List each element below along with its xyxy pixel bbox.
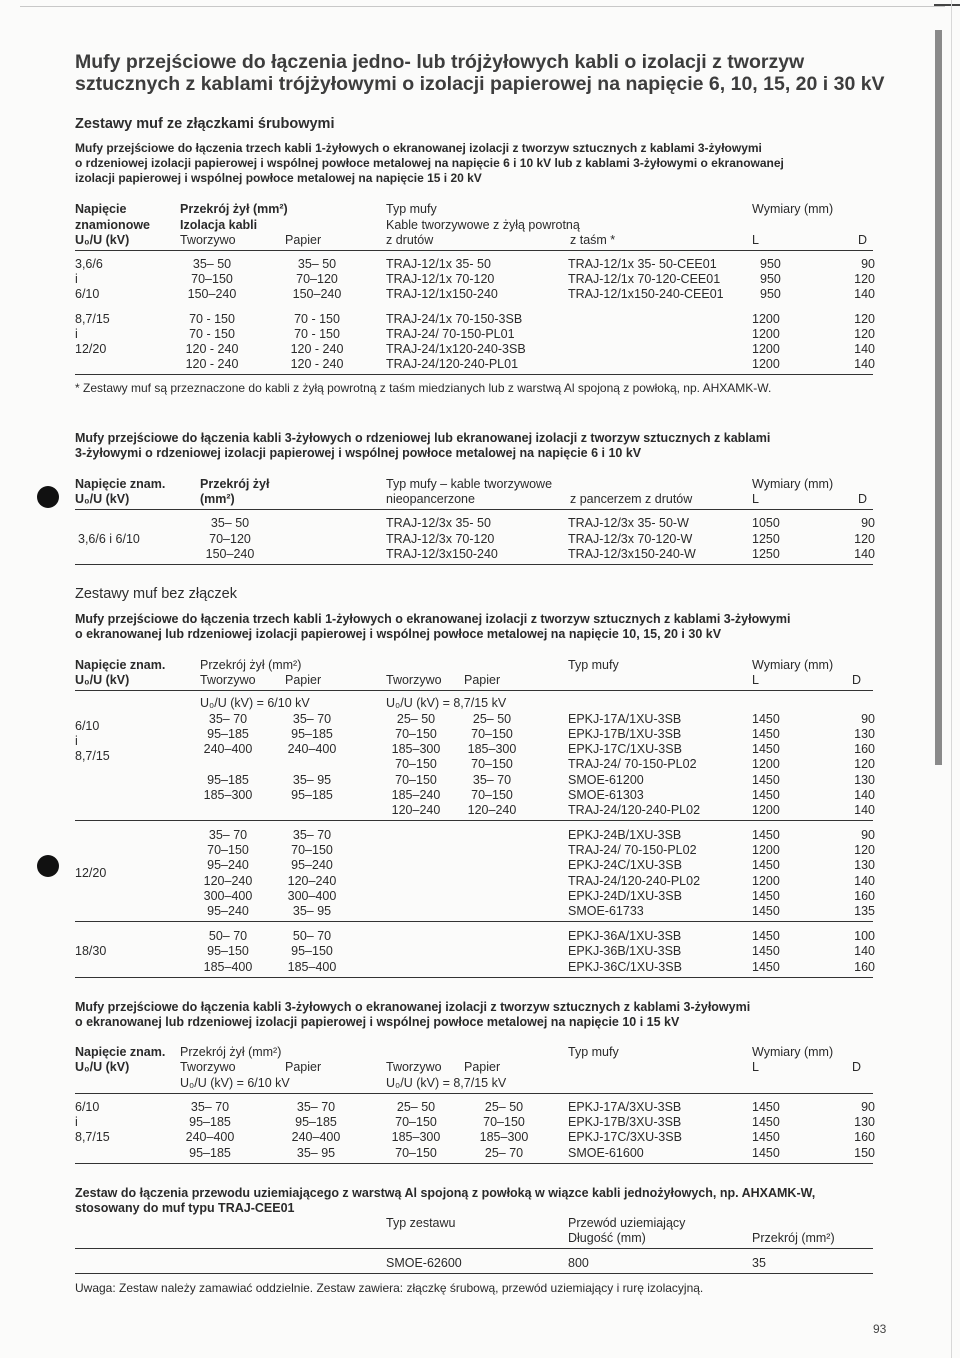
cell-type: TRAJ-24/1x 70-150-3SB <box>386 312 523 326</box>
cell-paper-6-10: 35– 95 <box>292 773 332 787</box>
cell-paper-6-10: 95–185 <box>291 788 333 802</box>
cell-plastic-6-10: 95–185 <box>207 773 249 787</box>
cell-plastic-6-10: 240–400 <box>185 1130 235 1144</box>
voltage-label: 8,7/15 <box>75 312 110 326</box>
cell-plastic-6-10: 35– 70 <box>208 712 248 726</box>
cell-paper: 50– 70 <box>292 929 332 943</box>
cell-type-wires: TRAJ-12/1x 70-120 <box>386 272 495 286</box>
cell-plastic-6-10: 240–400 <box>203 742 253 756</box>
col-header-D: D <box>852 673 862 687</box>
table-rule <box>75 509 873 510</box>
cell-L: 1450 <box>752 727 780 741</box>
remark-note: Uwaga: Zestaw należy zamawiać oddzielnie. Zestaw zawiera: złączkę śrubową, przewód uziemiający i rurę izolacyjną. <box>75 1281 704 1295</box>
cell-paper: 95–240 <box>291 858 333 872</box>
cell-D: 160 <box>854 1130 875 1144</box>
cell-D: 140 <box>854 287 875 301</box>
cell-L: 1450 <box>752 712 780 726</box>
cell-paper-6-10: 95–185 <box>291 727 333 741</box>
col-header-voltage-2: U₀/U (kV) <box>75 673 130 687</box>
cell-L: 1200 <box>752 803 780 817</box>
col-header-cross-section: Przekrój żył (mm²) <box>180 1045 282 1059</box>
cell-type-wires: TRAJ-12/1x 35- 50 <box>386 257 491 271</box>
cell-D: 140 <box>854 547 875 561</box>
cell-plastic-8-7-15: 185–300 <box>391 742 441 756</box>
cell-paper-8-7-15: 185–300 <box>467 742 517 756</box>
cell-paper-6-10: 35– 70 <box>296 1100 336 1114</box>
section2-desc-line-1: Mufy przejściowe do łączenia kabli 3-żyłowych o rdzeniowej lub ekranowanej izolacji z tworzyw sztucznych z kablami <box>75 431 771 445</box>
cell-plastic: 70 - 150 <box>189 312 235 326</box>
cell-cross-section: 150–240 <box>205 547 255 561</box>
cell-L: 1450 <box>752 1146 780 1160</box>
cell-paper-6-10: 35– 70 <box>292 712 332 726</box>
col-header-paper: Papier <box>285 673 322 687</box>
cell-L: 1250 <box>752 532 780 546</box>
col-header-voltage-1: Napięcie <box>75 202 127 216</box>
cell-type: EPKJ-36A/1XU-3SB <box>568 929 682 943</box>
top-rule <box>20 6 945 7</box>
section1-desc-line-1: Mufy przejściowe do łączenia trzech kabli 1-żyłowych o ekranowanej izolacji z tworzyw sztucznych z kablami 3-żyłowymi <box>75 141 762 155</box>
cell-type: EPKJ-24D/1XU-3SB <box>568 889 682 903</box>
table-rule <box>75 564 873 565</box>
cell-type: EPKJ-17A/1XU-3SB <box>568 712 682 726</box>
cell-plastic-6-10: 95–185 <box>207 727 249 741</box>
col-header-L: L <box>752 233 759 247</box>
col-header-paper-2: Papier <box>464 1060 501 1074</box>
col-header-L: L <box>752 1060 759 1074</box>
col-header-voltage-2: znamionowe <box>75 218 151 232</box>
table-rule <box>75 1248 873 1249</box>
cell-L: 1450 <box>752 742 780 756</box>
cell-plastic: 50– 70 <box>208 929 248 943</box>
cell-L: 1250 <box>752 547 780 561</box>
cell-plastic-6-10: 185–300 <box>203 788 253 802</box>
cell-cross-section: 35– 50 <box>210 516 250 530</box>
cell-plastic: 95–150 <box>207 944 249 958</box>
cell-type: TRAJ-24/120-240-PL02 <box>568 874 701 888</box>
table-rule <box>75 921 873 922</box>
voltage-label: 8,7/15 <box>75 749 110 763</box>
cell-paper: 120 - 240 <box>290 357 344 371</box>
section3-desc-line-2: o ekranowanej lub rdzeniowej izolacji papierowej i wspólnej powłoce metalowej na napięcie 10, 15, 20 i 30 kV <box>75 627 722 641</box>
subheader-6-10kV: U₀/U (kV) = 6/10 kV <box>200 696 310 710</box>
voltage-label: 18/30 <box>75 944 107 958</box>
cell-plastic: 70–150 <box>191 272 233 286</box>
cell-type-unarmoured: TRAJ-12/3x 70-120 <box>386 532 495 546</box>
col-header-cross-section: Przekrój żył <box>200 477 270 491</box>
cell-plastic-6-10: 35– 70 <box>190 1100 230 1114</box>
subheader-8-7-15kV: U₀/U (kV) = 8,7/15 kV <box>386 696 507 710</box>
cell-D: 120 <box>854 272 875 286</box>
col-header-plastic-cables: Kable tworzywowe z żyłą powrotną <box>386 218 580 232</box>
cell-type: EPKJ-36B/1XU-3SB <box>568 944 682 958</box>
cell-plastic: 70 - 150 <box>189 327 235 341</box>
cell-D: 120 <box>854 312 875 326</box>
voltage-label: i <box>75 734 78 748</box>
section-heading-screw-connectors: Zestawy muf ze złączkami śrubowymi <box>75 116 335 132</box>
cell-paper-8-7-15: 70–150 <box>471 757 513 771</box>
cell-L: 1200 <box>752 874 780 888</box>
cell-type-armoured: TRAJ-12/3x 35- 50-W <box>568 516 689 530</box>
cell-type: TRAJ-24/120-240-PL02 <box>568 803 701 817</box>
col-header-plastic-2: Tworzywo <box>386 673 442 687</box>
cell-type: EPKJ-17C/1XU-3SB <box>568 742 682 756</box>
cell-paper: 35– 70 <box>292 828 332 842</box>
cell-D: 130 <box>854 773 875 787</box>
col-header-sleeve-type: Typ mufy <box>386 202 437 216</box>
cell-L: 1450 <box>752 828 780 842</box>
cell-type: TRAJ-24/1x120-240-3SB <box>386 342 526 356</box>
cell-D: 160 <box>854 742 875 756</box>
top-corner-mark <box>934 4 960 6</box>
cell-L: 1450 <box>752 1115 780 1129</box>
cell-plastic: 300–400 <box>203 889 253 903</box>
cell-D: 140 <box>854 803 875 817</box>
col-header-kit-type: Typ zestawu <box>386 1216 456 1230</box>
cell-D: 130 <box>854 727 875 741</box>
cell-L: 1450 <box>752 1100 780 1114</box>
cell-type: TRAJ-24/ 70-150-PL02 <box>568 757 697 771</box>
cell-L: 1200 <box>752 757 780 771</box>
cell-D: 140 <box>854 788 875 802</box>
col-header-insulation: Izolacja kabli <box>180 218 258 232</box>
cell-plastic-6-10: 95–185 <box>189 1115 231 1129</box>
cell-type: EPKJ-17A/3XU-3SB <box>568 1100 682 1114</box>
cell-paper-8-7-15: 70–150 <box>471 727 513 741</box>
cell-paper: 70 - 150 <box>294 312 340 326</box>
cell-L: 1450 <box>752 773 780 787</box>
page-title-line-2: sztucznych z kablami trójżyłowymi o izolacji papierowej na napięcie 6, 10, 15, 20 i 30 kV <box>75 73 885 95</box>
col-header-voltage-3: U₀/U (kV) <box>75 233 130 247</box>
col-header-cross-section: Przekrój żył (mm²) <box>180 202 288 216</box>
cell-D: 140 <box>854 342 875 356</box>
col-header-paper: Papier <box>285 233 322 247</box>
cell-D: 150 <box>854 1146 875 1160</box>
cell-type: SMOE-61733 <box>568 904 644 918</box>
cell-D: 90 <box>861 257 875 271</box>
section5-desc-line-1: Zestaw do łączenia przewodu uziemiającego z warstwą Al spojoną z powłoką w wiązce kabli jednożyłowych, np. AHXAMK-W, <box>75 1186 816 1200</box>
cell-paper: 150–240 <box>292 287 342 301</box>
col-header-dimensions: Wymiary (mm) <box>752 658 834 672</box>
cell-type: EPKJ-17B/3XU-3SB <box>568 1115 682 1129</box>
cell-plastic-8-7-15: 25– 50 <box>396 1100 436 1114</box>
section1-desc-line-2: o rdzeniowej izolacji papierowej i wspólnej powłoce metalowej na napięcie 6 i 10 kV lub z kablami 3-żyłowymi o ekranowanej <box>75 156 784 170</box>
table-rule <box>75 1163 873 1164</box>
col-header-plastic: Tworzywo <box>180 233 236 247</box>
cell-L: 1450 <box>752 889 780 903</box>
cell-plastic-8-7-15: 70–150 <box>395 757 437 771</box>
cell-D: 90 <box>861 1100 875 1114</box>
cell-paper: 120 - 240 <box>290 342 344 356</box>
col-header-unarmoured: nieopancerzone <box>386 492 475 506</box>
cell-L: 1450 <box>752 944 780 958</box>
cell-D: 130 <box>854 1115 875 1129</box>
col-header-D: D <box>858 492 868 506</box>
cell-paper-8-7-15: 120–240 <box>467 803 517 817</box>
cell-plastic-8-7-15: 185–240 <box>391 788 441 802</box>
cell-paper-8-7-15: 35– 70 <box>472 773 512 787</box>
cell-kit-type: SMOE-62600 <box>386 1256 462 1270</box>
col-header-sleeve-type: Typ mufy <box>568 1045 619 1059</box>
section5-desc-line-2: stosowany do muf typu TRAJ-CEE01 <box>75 1201 295 1215</box>
col-header-earthing-conductor: Przewód uziemiający <box>568 1216 686 1230</box>
col-header-dimensions: Wymiary (mm) <box>752 477 834 491</box>
cell-L: 1450 <box>752 1130 780 1144</box>
cell-plastic: 95–240 <box>207 858 249 872</box>
cell-paper: 35– 95 <box>292 904 332 918</box>
cell-plastic-8-7-15: 120–240 <box>391 803 441 817</box>
cell-type: TRAJ-24/ 70-150-PL02 <box>568 843 697 857</box>
cell-D: 140 <box>854 944 875 958</box>
col-header-dimensions: Wymiary (mm) <box>752 1045 834 1059</box>
voltage-label: 3,6/6 i 6/10 <box>78 532 140 546</box>
cell-L: 1200 <box>752 312 780 326</box>
voltage-label: 6/10 <box>75 719 100 733</box>
cell-paper-8-7-15: 25– 50 <box>484 1100 524 1114</box>
cell-D: 120 <box>854 843 875 857</box>
cell-type-wires: TRAJ-12/1x150-240 <box>386 287 498 301</box>
voltage-label: 8,7/15 <box>75 1130 110 1144</box>
col-header-D: D <box>858 233 868 247</box>
cell-paper: 120–240 <box>287 874 337 888</box>
page-title-line-1: Mufy przejściowe do łączenia jedno- lub trójżyłowych kabli o izolacji z tworzyw <box>75 51 805 73</box>
cell-type-armoured: TRAJ-12/3x150-240-W <box>568 547 696 561</box>
section-side-bar <box>935 30 942 765</box>
cell-plastic: 35– 70 <box>208 828 248 842</box>
cell-L: 1200 <box>752 327 780 341</box>
table-rule <box>75 250 873 251</box>
cell-paper: 70–150 <box>291 843 333 857</box>
cell-plastic-8-7-15: 70–150 <box>395 1115 437 1129</box>
cell-plastic-8-7-15: 185–300 <box>391 1130 441 1144</box>
bullet-dot <box>37 486 59 508</box>
cell-plastic: 185–400 <box>203 960 253 974</box>
cell-cross-section: 35 <box>752 1256 766 1270</box>
col-header-L: L <box>752 492 759 506</box>
col-header-armoured: z pancerzem z drutów <box>570 492 693 506</box>
voltage-label: i <box>75 327 78 341</box>
cell-paper: 70–120 <box>296 272 338 286</box>
col-header-D: D <box>852 1060 862 1074</box>
col-header-plastic: Tworzywo <box>200 673 256 687</box>
cell-L: 950 <box>760 272 781 286</box>
cell-L: 1200 <box>752 342 780 356</box>
cell-plastic: 120 - 240 <box>185 357 239 371</box>
cell-L: 950 <box>760 257 781 271</box>
cell-paper-6-10: 95–185 <box>295 1115 337 1129</box>
subheader-8-7-15kV: U₀/U (kV) = 8,7/15 kV <box>386 1076 507 1090</box>
voltage-label: 12/20 <box>75 342 107 356</box>
cell-D: 120 <box>854 532 875 546</box>
cell-D: 90 <box>861 712 875 726</box>
cell-type: SMOE-61600 <box>568 1146 644 1160</box>
cell-plastic: 120–240 <box>203 874 253 888</box>
col-header-voltage-2: U₀/U (kV) <box>75 492 130 506</box>
cell-D: 130 <box>854 858 875 872</box>
cell-type-tapes: TRAJ-12/1x150-240-CEE01 <box>568 287 724 301</box>
cell-D: 135 <box>854 904 875 918</box>
section-heading-no-connectors: Zestawy muf bez złączek <box>75 586 237 602</box>
section3-desc-line-1: Mufy przejściowe do łączenia trzech kabli 1-żyłowych o ekranowanej izolacji z tworzyw sztucznych z kablami 3-żyłowymi <box>75 612 791 626</box>
cell-D: 140 <box>854 357 875 371</box>
cell-type: TRAJ-24/ 70-150-PL01 <box>386 327 515 341</box>
col-header-voltage-1: Napięcie znam. <box>75 1045 166 1059</box>
cell-paper-8-7-15: 70–150 <box>471 788 513 802</box>
cell-D: 120 <box>854 327 875 341</box>
cell-L: 1050 <box>752 516 780 530</box>
table-rule <box>75 977 873 978</box>
cell-paper: 300–400 <box>287 889 337 903</box>
cell-paper-8-7-15: 25– 50 <box>472 712 512 726</box>
cell-type: EPKJ-17C/3XU-3SB <box>568 1130 682 1144</box>
cell-type: TRAJ-24/120-240-PL01 <box>386 357 519 371</box>
cell-paper-8-7-15: 70–150 <box>483 1115 525 1129</box>
table-rule <box>75 690 873 691</box>
bullet-dot <box>37 855 59 877</box>
section4-desc-line-1: Mufy przejściowe do łączenia kabli 3-żyłowych o ekranowanej izolacji z tworzyw sztucznych z kablami 3-żyłowymi <box>75 1000 751 1014</box>
footnote: * Zestawy muf są przeznaczone do kabli z żyłą powrotną z taśm miedzianych lub z warstwą Al spojoną z powłoką, np. AHXAMK-W. <box>75 381 772 395</box>
cell-paper-6-10: 240–400 <box>287 742 337 756</box>
col-header-sleeve-type: Typ mufy <box>568 658 619 672</box>
cell-type-tapes: TRAJ-12/1x 35- 50-CEE01 <box>568 257 717 271</box>
voltage-label: 6/10 <box>75 1100 100 1114</box>
cell-type: SMOE-61200 <box>568 773 644 787</box>
cell-paper-8-7-15: 185–300 <box>479 1130 529 1144</box>
voltage-label: i <box>75 1115 78 1129</box>
col-header-plastic: Tworzywo <box>180 1060 236 1074</box>
cell-paper-6-10: 240–400 <box>291 1130 341 1144</box>
cell-paper: 35– 50 <box>297 257 337 271</box>
cell-L: 1450 <box>752 960 780 974</box>
page-number: 93 <box>873 1322 887 1336</box>
col-header-unit: (mm²) <box>200 492 235 506</box>
cell-paper: 95–150 <box>291 944 333 958</box>
cell-D: 140 <box>854 874 875 888</box>
cell-L: 1200 <box>752 357 780 371</box>
cell-paper: 185–400 <box>287 960 337 974</box>
cell-type: SMOE-61303 <box>568 788 644 802</box>
cell-D: 100 <box>854 929 875 943</box>
cell-L: 1450 <box>752 858 780 872</box>
section2-desc-line-2: 3-żyłowymi o rdzeniowej izolacji papierowej i wspólnej powłoce metalowej na napięcie 6 i 10 kV <box>75 446 642 460</box>
voltage-label: 3,6/6 <box>75 257 103 271</box>
table-rule <box>75 1273 873 1274</box>
col-header-voltage-2: U₀/U (kV) <box>75 1060 130 1074</box>
cell-type-armoured: TRAJ-12/3x 70-120-W <box>568 532 693 546</box>
cell-D: 160 <box>854 960 875 974</box>
cell-type: EPKJ-17B/1XU-3SB <box>568 727 682 741</box>
table-rule <box>75 374 873 375</box>
page-edge <box>951 0 952 1358</box>
cell-L: 1200 <box>752 843 780 857</box>
cell-type-unarmoured: TRAJ-12/3x 35- 50 <box>386 516 491 530</box>
cell-plastic: 95–240 <box>207 904 249 918</box>
table-rule <box>75 820 873 821</box>
cell-paper-8-7-15: 25– 70 <box>484 1146 524 1160</box>
col-header-plastic-2: Tworzywo <box>386 1060 442 1074</box>
cell-plastic: 70–150 <box>207 843 249 857</box>
cell-plastic: 120 - 240 <box>185 342 239 356</box>
cell-L: 1450 <box>752 929 780 943</box>
cell-plastic: 150–240 <box>187 287 237 301</box>
cell-L: 950 <box>760 287 781 301</box>
col-header-tapes: z taśm * <box>570 233 616 247</box>
col-header-sleeve-type: Typ mufy – kable tworzywowe <box>386 477 553 491</box>
col-header-voltage-1: Napięcie znam. <box>75 477 166 491</box>
cell-paper-6-10: 35– 95 <box>296 1146 336 1160</box>
cell-length: 800 <box>568 1256 589 1270</box>
cell-plastic-8-7-15: 70–150 <box>395 1146 437 1160</box>
col-header-voltage-1: Napięcie znam. <box>75 658 166 672</box>
col-header-length: Długość (mm) <box>568 1231 646 1245</box>
section1-desc-line-3: izolacji papierowej i wspólnej powłoce metalowej na napięcie 15 i 20 kV <box>75 171 482 185</box>
cell-cross-section: 70–120 <box>209 532 251 546</box>
cell-type: EPKJ-24B/1XU-3SB <box>568 828 682 842</box>
cell-type-tapes: TRAJ-12/1x 70-120-CEE01 <box>568 272 721 286</box>
cell-plastic-8-7-15: 70–150 <box>395 727 437 741</box>
col-header-cross-section: Przekrój (mm²) <box>752 1231 835 1245</box>
col-header-L: L <box>752 673 759 687</box>
cell-D: 160 <box>854 889 875 903</box>
cell-D: 120 <box>854 757 875 771</box>
cell-plastic-8-7-15: 70–150 <box>395 773 437 787</box>
cell-type-unarmoured: TRAJ-12/3x150-240 <box>386 547 498 561</box>
table-rule <box>75 1093 873 1094</box>
col-header-paper-2: Papier <box>464 673 501 687</box>
col-header-dimensions: Wymiary (mm) <box>752 202 834 216</box>
voltage-label: 6/10 <box>75 287 100 301</box>
cell-L: 1450 <box>752 904 780 918</box>
col-header-paper: Papier <box>285 1060 322 1074</box>
section4-desc-line-2: o ekranowanej lub rdzeniowej izolacji papierowej i wspólnej powłoce metalowej na napięcie 10 i 15 kV <box>75 1015 680 1029</box>
col-header-wires: z drutów <box>386 233 434 247</box>
col-header-cross-section: Przekrój żył (mm²) <box>200 658 302 672</box>
cell-paper: 70 - 150 <box>294 327 340 341</box>
cell-type: EPKJ-36C/1XU-3SB <box>568 960 682 974</box>
cell-L: 1450 <box>752 788 780 802</box>
voltage-label: 12/20 <box>75 866 107 880</box>
voltage-label: i <box>75 272 78 286</box>
cell-plastic-8-7-15: 25– 50 <box>396 712 436 726</box>
cell-D: 90 <box>861 516 875 530</box>
subheader-6-10kV: U₀/U (kV) = 6/10 kV <box>180 1076 290 1090</box>
cell-type: EPKJ-24C/1XU-3SB <box>568 858 682 872</box>
cell-D: 90 <box>861 828 875 842</box>
cell-plastic-6-10: 95–185 <box>189 1146 231 1160</box>
cell-plastic: 35– 50 <box>192 257 232 271</box>
